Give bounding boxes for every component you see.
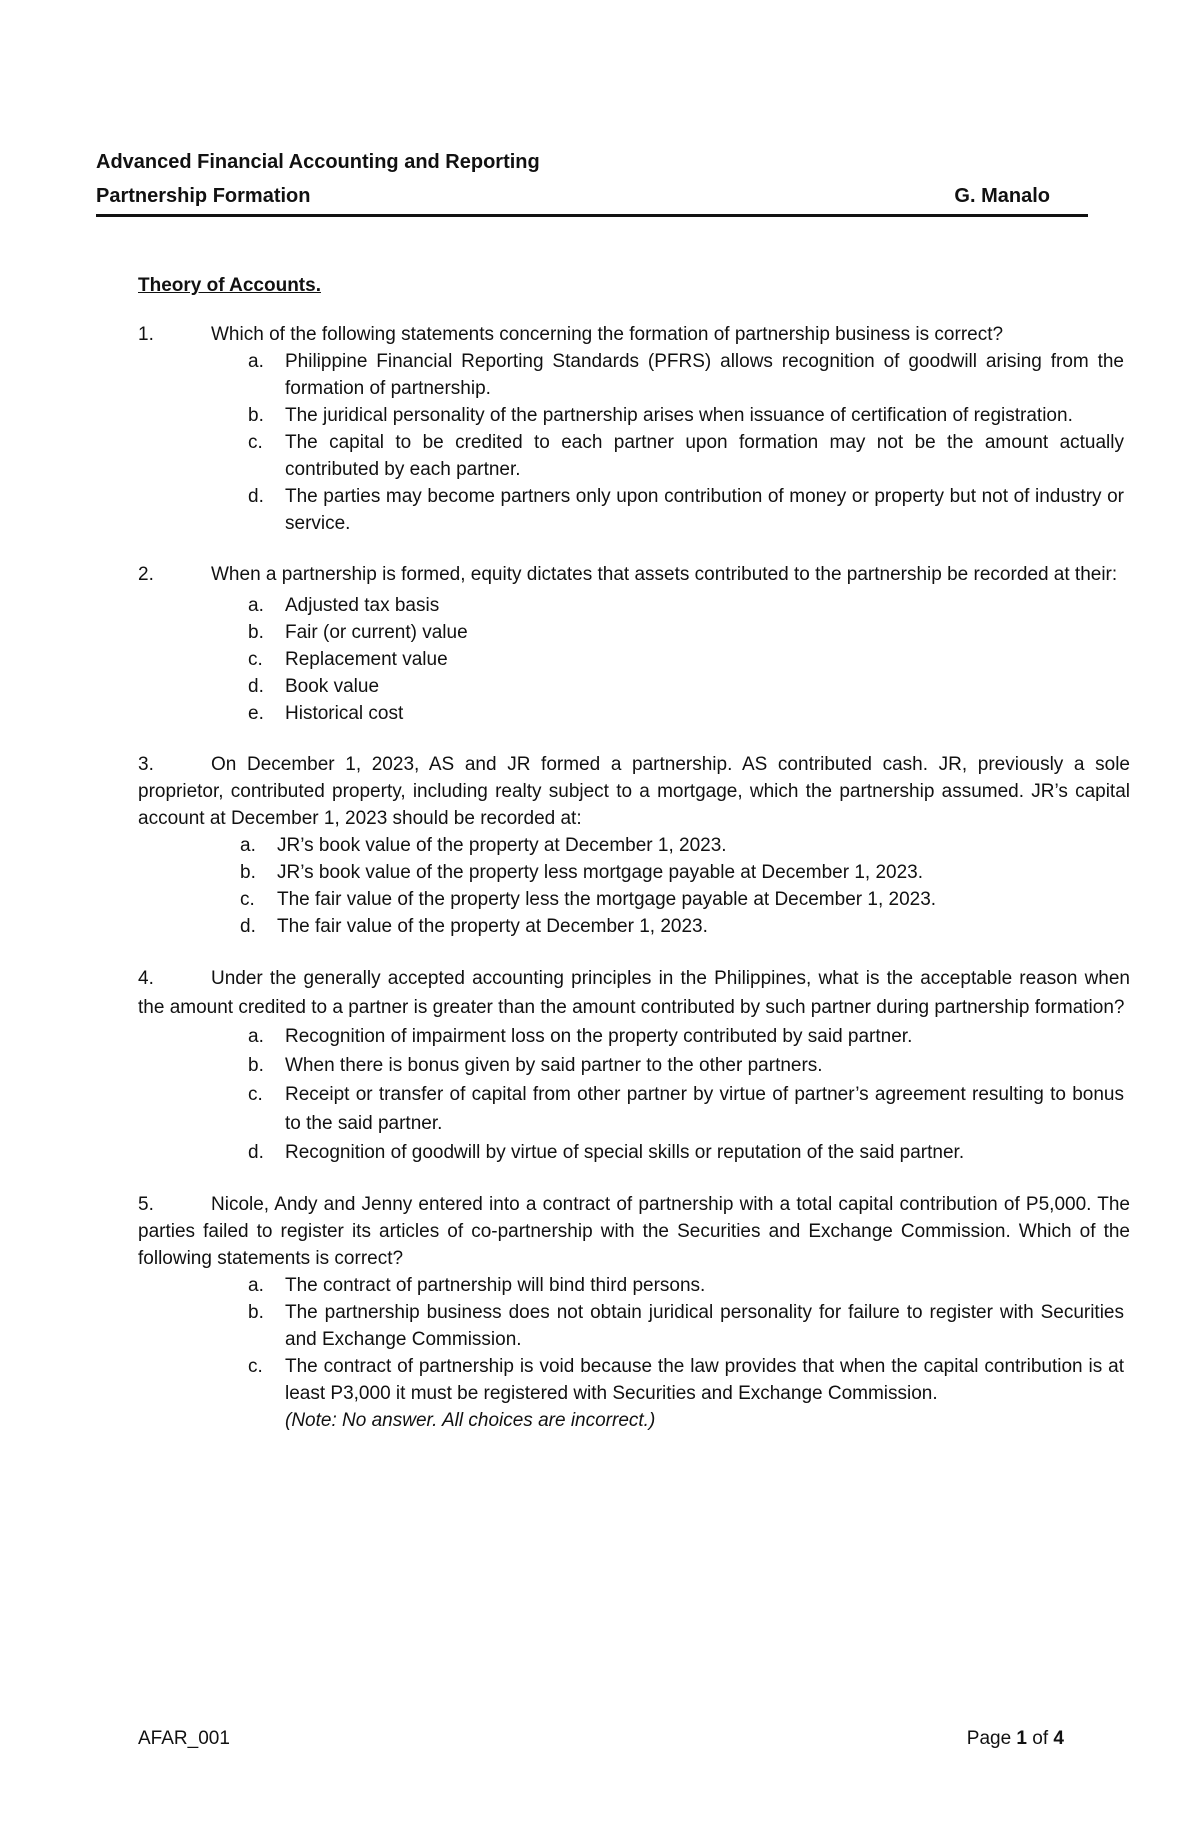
choice-item: [138, 402, 1130, 429]
section-title: Theory of Accounts.: [138, 275, 321, 296]
choice-item: [138, 1051, 1130, 1080]
choice-text: When there is bonus given by said partner to the other partners.: [285, 1055, 823, 1076]
question-text: When a partnership is formed, equity dictates that assets contributed to the partnership be recorded at their:: [211, 564, 1118, 585]
question-5: [138, 1191, 1130, 1434]
choice-letter: a.: [248, 1026, 264, 1047]
question-text: Which of the following statements concerning the formation of partnership business is correct?: [211, 324, 1004, 345]
question-number: 3.: [138, 754, 154, 775]
topic-title: Partnership Formation: [96, 185, 311, 207]
choice-text: The partnership business does not obtain juridical personality for failure to register with Securities and Exchange Commission.: [285, 1302, 1124, 1350]
choice-item: [138, 700, 1130, 727]
choice-letter: b.: [248, 1055, 264, 1076]
choice-text: Recognition of impairment loss on the property contributed by said partner.: [285, 1026, 913, 1047]
question-text: Under the generally accepted accounting principles in the Philippines, what is the acceptable reason when the amount credited to a partner is greater than the amount contributed by such partner during partnership formation?: [138, 968, 1130, 1018]
choice-letter: a.: [248, 1275, 264, 1296]
question-1: [138, 321, 1130, 537]
choice-text: Fair (or current) value: [285, 622, 468, 643]
choice-list: [138, 1022, 1130, 1167]
choice-item: [138, 886, 1130, 913]
question-text: Nicole, Andy and Jenny entered into a contract of partnership with a total capital contribution of P5,000. The parties failed to register its articles of co-partnership with the Securities and Exchange Commission. Which of the following statements is correct?: [138, 1194, 1130, 1269]
question-4: [138, 964, 1130, 1167]
choice-text: Historical cost: [285, 703, 404, 724]
page-content: [138, 272, 1130, 1458]
choice-letter: c.: [240, 889, 255, 910]
choice-text: Adjusted tax basis: [285, 595, 440, 616]
choice-item: [138, 1299, 1130, 1353]
question-number: 1.: [138, 324, 154, 345]
choice-list: [138, 1272, 1130, 1407]
answer-note: (Note: No answer. All choices are incorrect.): [285, 1410, 656, 1431]
choice-text: Book value: [285, 676, 380, 697]
page-label: Page: [966, 1728, 1012, 1749]
page-total: 4: [1053, 1728, 1064, 1749]
choice-item: [138, 348, 1130, 402]
choice-list: [138, 832, 1130, 940]
choice-letter: d.: [248, 486, 264, 507]
question-number: 5.: [138, 1194, 154, 1215]
choice-text: JR’s book value of the property less mortgage payable at December 1, 2023.: [277, 862, 924, 883]
choice-text: Replacement value: [285, 649, 448, 670]
choice-letter: d.: [248, 1142, 264, 1163]
page-footer: [138, 1728, 1064, 1750]
choice-letter: c.: [248, 1084, 263, 1105]
page-current: 1: [1016, 1728, 1027, 1749]
choice-item: [138, 646, 1130, 673]
choice-item: [138, 673, 1130, 700]
choice-letter: c.: [248, 1356, 263, 1377]
question-3: [138, 751, 1130, 940]
choice-letter: b.: [248, 405, 264, 426]
choice-letter: c.: [248, 649, 263, 670]
choice-list: [138, 592, 1130, 727]
document-code: AFAR_001: [138, 1728, 230, 1749]
choice-item: [138, 913, 1130, 940]
choice-letter: a.: [248, 595, 264, 616]
choice-text: The capital to be credited to each partner upon formation may not be the amount actually contributed by each partner.: [285, 432, 1124, 480]
choice-text: The fair value of the property less the mortgage payable at December 1, 2023.: [277, 889, 937, 910]
question-text: On December 1, 2023, AS and JR formed a partnership. AS contributed cash. JR, previously a sole proprietor, contributed property, including realty subject to a mortgage, which the partnership assumed. JR’s capital account at December 1, 2023 should be recorded at:: [138, 754, 1130, 829]
choice-text: The fair value of the property at December 1, 2023.: [277, 916, 708, 937]
choice-item: [138, 483, 1130, 537]
choice-item: [138, 1022, 1130, 1051]
page-indicator: [967, 1728, 1064, 1750]
choice-text: Receipt or transfer of capital from other partner by virtue of partner’s agreement resulting to bonus to the said partner.: [285, 1084, 1124, 1134]
choice-text: Philippine Financial Reporting Standards (PFRS) allows recognition of goodwill arising from the formation of partnership.: [285, 351, 1124, 399]
choice-item: [138, 592, 1130, 619]
choice-text: The parties may become partners only upon contribution of money or property but not of industry or service.: [285, 486, 1124, 534]
choice-item: [138, 1272, 1130, 1299]
choice-letter: d.: [240, 916, 256, 937]
header-divider: [96, 214, 1088, 217]
choice-letter: c.: [248, 432, 263, 453]
choice-item: [138, 832, 1130, 859]
choice-letter: a.: [248, 351, 264, 372]
choice-item: [138, 1138, 1130, 1167]
question-number: 4.: [138, 968, 154, 989]
choice-text: JR’s book value of the property at December 1, 2023.: [277, 835, 727, 856]
choice-letter: d.: [248, 676, 264, 697]
choice-item: [138, 429, 1130, 483]
author-name: G. Manalo: [954, 185, 1050, 207]
choice-letter: b.: [248, 622, 264, 643]
choice-item: [138, 1353, 1130, 1407]
choice-letter: a.: [240, 835, 256, 856]
choice-item: [138, 619, 1130, 646]
choice-item: [138, 859, 1130, 886]
choice-text: The juridical personality of the partnership arises when issuance of certification of registration.: [285, 405, 1073, 426]
choice-text: The contract of partnership is void because the law provides that when the capital contribution is at least P3,000 it must be registered with Securities and Exchange Commission.: [285, 1356, 1124, 1404]
choice-letter: b.: [248, 1302, 264, 1323]
question-2: [138, 561, 1130, 727]
course-title: Advanced Financial Accounting and Reporting: [96, 151, 540, 173]
choice-text: Recognition of goodwill by virtue of special skills or reputation of the said partner.: [285, 1142, 965, 1163]
choice-text: The contract of partnership will bind third persons.: [285, 1275, 706, 1296]
choice-letter: e.: [248, 703, 264, 724]
choice-item: [138, 1080, 1130, 1138]
question-number: 2.: [138, 564, 154, 585]
choice-letter: b.: [240, 862, 256, 883]
choice-list: [138, 348, 1130, 537]
page-of-label: of: [1032, 1728, 1049, 1749]
page-header: [96, 148, 1088, 210]
